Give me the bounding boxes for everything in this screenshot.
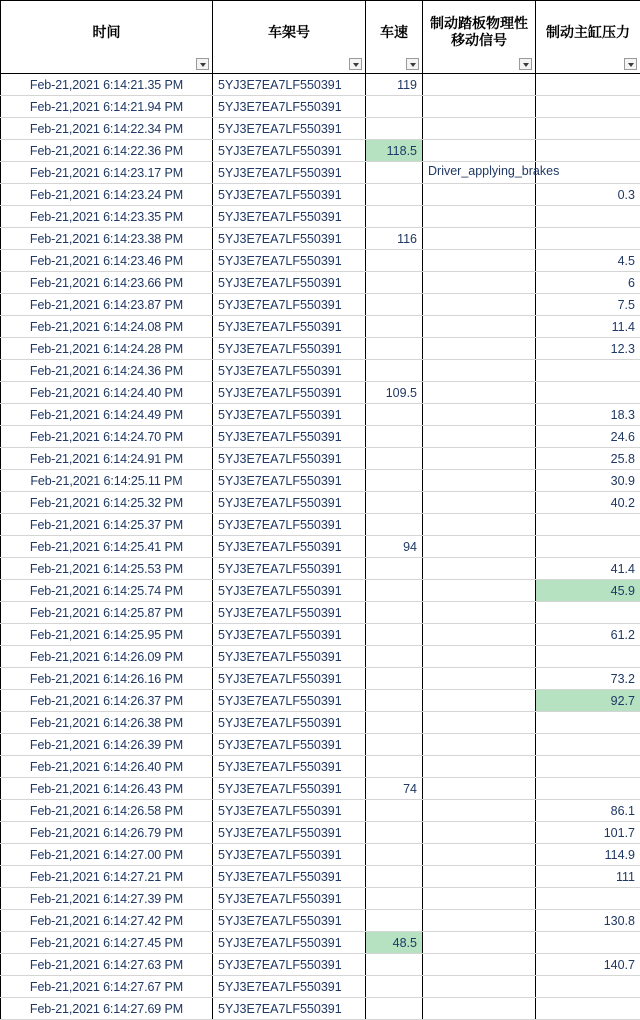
cell-speed[interactable] xyxy=(366,316,423,338)
table-row[interactable] xyxy=(1,140,640,162)
cell-speed[interactable] xyxy=(366,844,423,866)
table-row[interactable] xyxy=(1,470,640,492)
cell-vin[interactable]: 5YJ3E7EA7LF550391 xyxy=(213,294,366,316)
cell-brake-pedal-signal[interactable] xyxy=(423,184,536,206)
column-header-vin[interactable] xyxy=(213,1,366,74)
filter-dropdown-icon-speed[interactable] xyxy=(406,58,419,70)
cell-master-cylinder-pressure[interactable] xyxy=(536,712,640,734)
cell-master-cylinder-pressure[interactable] xyxy=(536,646,640,668)
cell-vin[interactable]: 5YJ3E7EA7LF550391 xyxy=(213,558,366,580)
cell-vin[interactable]: 5YJ3E7EA7LF550391 xyxy=(213,734,366,756)
table-row[interactable] xyxy=(1,734,640,756)
table-row[interactable] xyxy=(1,822,640,844)
cell-speed[interactable] xyxy=(366,338,423,360)
cell-vin[interactable]: 5YJ3E7EA7LF550391 xyxy=(213,184,366,206)
cell-brake-pedal-signal[interactable] xyxy=(423,932,536,954)
cell-time[interactable]: Feb-21,2021 6:14:23.66 PM xyxy=(1,272,213,294)
cell-brake-pedal-signal[interactable] xyxy=(423,74,536,96)
cell-vin[interactable]: 5YJ3E7EA7LF550391 xyxy=(213,822,366,844)
cell-master-cylinder-pressure[interactable]: 45.9 xyxy=(536,580,640,602)
cell-time[interactable]: Feb-21,2021 6:14:24.36 PM xyxy=(1,360,213,382)
cell-speed[interactable] xyxy=(366,602,423,624)
cell-time[interactable]: Feb-21,2021 6:14:26.79 PM xyxy=(1,822,213,844)
cell-speed[interactable] xyxy=(366,866,423,888)
cell-vin[interactable]: 5YJ3E7EA7LF550391 xyxy=(213,580,366,602)
cell-speed[interactable] xyxy=(366,404,423,426)
table-row[interactable] xyxy=(1,206,640,228)
cell-speed[interactable] xyxy=(366,514,423,536)
cell-vin[interactable]: 5YJ3E7EA7LF550391 xyxy=(213,888,366,910)
cell-master-cylinder-pressure[interactable]: 18.3 xyxy=(536,404,640,426)
table-row[interactable] xyxy=(1,602,640,624)
table-row[interactable] xyxy=(1,250,640,272)
cell-speed[interactable] xyxy=(366,910,423,932)
cell-brake-pedal-signal[interactable] xyxy=(423,294,536,316)
cell-time[interactable]: Feb-21,2021 6:14:25.95 PM xyxy=(1,624,213,646)
table-row[interactable] xyxy=(1,998,640,1020)
cell-master-cylinder-pressure[interactable] xyxy=(536,206,640,228)
cell-speed[interactable] xyxy=(366,162,423,184)
cell-brake-pedal-signal[interactable] xyxy=(423,668,536,690)
table-row[interactable] xyxy=(1,580,640,602)
cell-brake-pedal-signal[interactable] xyxy=(423,140,536,162)
cell-time[interactable]: Feb-21,2021 6:14:27.63 PM xyxy=(1,954,213,976)
cell-brake-pedal-signal[interactable] xyxy=(423,206,536,228)
cell-speed[interactable] xyxy=(366,976,423,998)
cell-master-cylinder-pressure[interactable]: 92.7 xyxy=(536,690,640,712)
cell-speed[interactable] xyxy=(366,294,423,316)
cell-brake-pedal-signal[interactable] xyxy=(423,382,536,404)
cell-master-cylinder-pressure[interactable] xyxy=(536,536,640,558)
cell-time[interactable]: Feb-21,2021 6:14:26.58 PM xyxy=(1,800,213,822)
column-header-time-label: 时间 xyxy=(93,24,121,40)
cell-speed[interactable] xyxy=(366,756,423,778)
cell-speed[interactable] xyxy=(366,470,423,492)
cell-time[interactable]: Feb-21,2021 6:14:21.94 PM xyxy=(1,96,213,118)
table-row[interactable] xyxy=(1,756,640,778)
cell-time[interactable]: Feb-21,2021 6:14:26.37 PM xyxy=(1,690,213,712)
cell-master-cylinder-pressure[interactable]: 73.2 xyxy=(536,668,640,690)
cell-speed[interactable] xyxy=(366,954,423,976)
cell-master-cylinder-pressure[interactable] xyxy=(536,778,640,800)
cell-time[interactable]: Feb-21,2021 6:14:23.17 PM xyxy=(1,162,213,184)
cell-time[interactable]: Feb-21,2021 6:14:25.41 PM xyxy=(1,536,213,558)
cell-time[interactable]: Feb-21,2021 6:14:23.46 PM xyxy=(1,250,213,272)
cell-vin[interactable]: 5YJ3E7EA7LF550391 xyxy=(213,536,366,558)
cell-master-cylinder-pressure[interactable] xyxy=(536,888,640,910)
cell-speed[interactable]: 94 xyxy=(366,536,423,558)
cell-vin[interactable]: 5YJ3E7EA7LF550391 xyxy=(213,624,366,646)
cell-brake-pedal-signal[interactable] xyxy=(423,360,536,382)
table-row[interactable] xyxy=(1,426,640,448)
cell-vin[interactable]: 5YJ3E7EA7LF550391 xyxy=(213,206,366,228)
cell-time[interactable]: Feb-21,2021 6:14:23.24 PM xyxy=(1,184,213,206)
cell-vin[interactable]: 5YJ3E7EA7LF550391 xyxy=(213,756,366,778)
cell-speed[interactable] xyxy=(366,690,423,712)
cell-speed[interactable] xyxy=(366,250,423,272)
table-row[interactable] xyxy=(1,96,640,118)
cell-time[interactable]: Feb-21,2021 6:14:23.87 PM xyxy=(1,294,213,316)
cell-speed[interactable] xyxy=(366,272,423,294)
cell-brake-pedal-signal[interactable] xyxy=(423,822,536,844)
cell-vin[interactable]: 5YJ3E7EA7LF550391 xyxy=(213,140,366,162)
cell-brake-pedal-signal[interactable] xyxy=(423,690,536,712)
cell-master-cylinder-pressure[interactable] xyxy=(536,932,640,954)
cell-time[interactable]: Feb-21,2021 6:14:24.08 PM xyxy=(1,316,213,338)
cell-speed[interactable]: 109.5 xyxy=(366,382,423,404)
column-header-master-cylinder-pressure[interactable] xyxy=(536,1,640,74)
table-row[interactable] xyxy=(1,492,640,514)
table-row[interactable] xyxy=(1,294,640,316)
column-header-master-cylinder-pressure-label: 制动主缸压力 xyxy=(546,24,630,40)
cell-time[interactable]: Feb-21,2021 6:14:24.70 PM xyxy=(1,426,213,448)
cell-time[interactable]: Feb-21,2021 6:14:26.16 PM xyxy=(1,668,213,690)
cell-vin[interactable]: 5YJ3E7EA7LF550391 xyxy=(213,646,366,668)
cell-brake-pedal-signal[interactable] xyxy=(423,712,536,734)
cell-speed[interactable] xyxy=(366,668,423,690)
table-header xyxy=(1,1,640,74)
cell-brake-pedal-signal[interactable] xyxy=(423,118,536,140)
cell-master-cylinder-pressure[interactable]: 12.3 xyxy=(536,338,640,360)
filter-dropdown-icon-vin[interactable] xyxy=(349,58,362,70)
cell-vin[interactable]: 5YJ3E7EA7LF550391 xyxy=(213,382,366,404)
cell-time[interactable]: Feb-21,2021 6:14:23.38 PM xyxy=(1,228,213,250)
column-header-brake-pedal-signal[interactable] xyxy=(423,1,536,74)
cell-brake-pedal-signal[interactable] xyxy=(423,910,536,932)
cell-time[interactable]: Feb-21,2021 6:14:25.32 PM xyxy=(1,492,213,514)
cell-master-cylinder-pressure[interactable] xyxy=(536,360,640,382)
table-row[interactable] xyxy=(1,932,640,954)
cell-time[interactable]: Feb-21,2021 6:14:21.35 PM xyxy=(1,74,213,96)
cell-speed[interactable]: 119 xyxy=(366,74,423,96)
cell-brake-pedal-signal[interactable] xyxy=(423,580,536,602)
table-row[interactable] xyxy=(1,118,640,140)
table-body xyxy=(1,74,640,1020)
cell-vin[interactable]: 5YJ3E7EA7LF550391 xyxy=(213,118,366,140)
cell-speed[interactable] xyxy=(366,734,423,756)
cell-vin[interactable]: 5YJ3E7EA7LF550391 xyxy=(213,778,366,800)
cell-brake-pedal-signal[interactable] xyxy=(423,558,536,580)
cell-speed[interactable] xyxy=(366,646,423,668)
table-row[interactable] xyxy=(1,74,640,96)
table-row[interactable] xyxy=(1,954,640,976)
table-row[interactable] xyxy=(1,646,640,668)
table-row[interactable] xyxy=(1,624,640,646)
cell-master-cylinder-pressure[interactable]: 30.9 xyxy=(536,470,640,492)
cell-vin[interactable]: 5YJ3E7EA7LF550391 xyxy=(213,228,366,250)
cell-brake-pedal-signal[interactable] xyxy=(423,866,536,888)
cell-master-cylinder-pressure[interactable]: 25.8 xyxy=(536,448,640,470)
cell-brake-pedal-signal[interactable] xyxy=(423,888,536,910)
cell-time[interactable]: Feb-21,2021 6:14:25.11 PM xyxy=(1,470,213,492)
cell-master-cylinder-pressure[interactable]: 4.5 xyxy=(536,250,640,272)
cell-time[interactable]: Feb-21,2021 6:14:27.21 PM xyxy=(1,866,213,888)
cell-master-cylinder-pressure[interactable] xyxy=(536,514,640,536)
cell-speed[interactable]: 118.5 xyxy=(366,140,423,162)
column-header-speed[interactable] xyxy=(366,1,423,74)
cell-brake-pedal-signal[interactable] xyxy=(423,272,536,294)
cell-vin[interactable]: 5YJ3E7EA7LF550391 xyxy=(213,866,366,888)
cell-master-cylinder-pressure[interactable] xyxy=(536,140,640,162)
cell-vin[interactable]: 5YJ3E7EA7LF550391 xyxy=(213,360,366,382)
table-row[interactable] xyxy=(1,690,640,712)
cell-vin[interactable]: 5YJ3E7EA7LF550391 xyxy=(213,96,366,118)
cell-master-cylinder-pressure[interactable]: 140.7 xyxy=(536,954,640,976)
cell-vin[interactable]: 5YJ3E7EA7LF550391 xyxy=(213,338,366,360)
table-row[interactable] xyxy=(1,558,640,580)
cell-master-cylinder-pressure[interactable]: 130.8 xyxy=(536,910,640,932)
cell-speed[interactable] xyxy=(366,184,423,206)
cell-speed[interactable] xyxy=(366,998,423,1020)
cell-vin[interactable]: 5YJ3E7EA7LF550391 xyxy=(213,514,366,536)
cell-brake-pedal-signal[interactable] xyxy=(423,448,536,470)
cell-brake-pedal-signal[interactable] xyxy=(423,492,536,514)
cell-vin[interactable]: 5YJ3E7EA7LF550391 xyxy=(213,932,366,954)
cell-vin[interactable]: 5YJ3E7EA7LF550391 xyxy=(213,998,366,1020)
filter-dropdown-icon-time[interactable] xyxy=(196,58,209,70)
table-row[interactable] xyxy=(1,888,640,910)
cell-master-cylinder-pressure[interactable]: 61.2 xyxy=(536,624,640,646)
cell-brake-pedal-signal[interactable] xyxy=(423,734,536,756)
cell-speed[interactable] xyxy=(366,624,423,646)
cell-brake-pedal-signal[interactable] xyxy=(423,624,536,646)
cell-master-cylinder-pressure[interactable] xyxy=(536,118,640,140)
cell-master-cylinder-pressure[interactable]: 111 xyxy=(536,866,640,888)
cell-vin[interactable]: 5YJ3E7EA7LF550391 xyxy=(213,470,366,492)
cell-master-cylinder-pressure[interactable]: 40.2 xyxy=(536,492,640,514)
cell-brake-pedal-signal[interactable] xyxy=(423,426,536,448)
table-row[interactable] xyxy=(1,404,640,426)
cell-master-cylinder-pressure[interactable]: 101.7 xyxy=(536,822,640,844)
cell-time[interactable]: Feb-21,2021 6:14:26.39 PM xyxy=(1,734,213,756)
cell-master-cylinder-pressure[interactable] xyxy=(536,756,640,778)
cell-brake-pedal-signal[interactable] xyxy=(423,228,536,250)
table-row[interactable] xyxy=(1,866,640,888)
cell-time[interactable]: Feb-21,2021 6:14:26.40 PM xyxy=(1,756,213,778)
cell-time[interactable]: Feb-21,2021 6:14:26.38 PM xyxy=(1,712,213,734)
cell-time[interactable]: Feb-21,2021 6:14:26.43 PM xyxy=(1,778,213,800)
cell-brake-pedal-signal[interactable] xyxy=(423,756,536,778)
table-row[interactable] xyxy=(1,448,640,470)
cell-speed[interactable] xyxy=(366,360,423,382)
cell-speed[interactable] xyxy=(366,206,423,228)
cell-vin[interactable]: 5YJ3E7EA7LF550391 xyxy=(213,800,366,822)
cell-vin[interactable]: 5YJ3E7EA7LF550391 xyxy=(213,272,366,294)
cell-vin[interactable]: 5YJ3E7EA7LF550391 xyxy=(213,250,366,272)
column-header-brake-pedal-signal-label: 制动踏板物理性移动信号 xyxy=(430,15,528,48)
cell-vin[interactable]: 5YJ3E7EA7LF550391 xyxy=(213,316,366,338)
cell-brake-pedal-signal[interactable] xyxy=(423,404,536,426)
cell-brake-pedal-signal[interactable] xyxy=(423,162,536,184)
cell-master-cylinder-pressure[interactable]: 41.4 xyxy=(536,558,640,580)
cell-vin[interactable]: 5YJ3E7EA7LF550391 xyxy=(213,74,366,96)
cell-master-cylinder-pressure[interactable] xyxy=(536,998,640,1020)
cell-vin[interactable]: 5YJ3E7EA7LF550391 xyxy=(213,162,366,184)
cell-brake-pedal-signal[interactable] xyxy=(423,976,536,998)
table-row[interactable] xyxy=(1,514,640,536)
cell-vin[interactable]: 5YJ3E7EA7LF550391 xyxy=(213,426,366,448)
cell-vin[interactable]: 5YJ3E7EA7LF550391 xyxy=(213,404,366,426)
cell-speed[interactable] xyxy=(366,712,423,734)
cell-time[interactable]: Feb-21,2021 6:14:26.09 PM xyxy=(1,646,213,668)
cell-vin[interactable]: 5YJ3E7EA7LF550391 xyxy=(213,844,366,866)
cell-brake-pedal-signal[interactable] xyxy=(423,470,536,492)
cell-brake-pedal-signal[interactable] xyxy=(423,800,536,822)
cell-brake-pedal-signal[interactable] xyxy=(423,250,536,272)
cell-time[interactable]: Feb-21,2021 6:14:23.35 PM xyxy=(1,206,213,228)
cell-speed[interactable] xyxy=(366,96,423,118)
filter-dropdown-icon-brake-pedal-signal[interactable] xyxy=(519,58,532,70)
cell-speed[interactable] xyxy=(366,492,423,514)
cell-master-cylinder-pressure[interactable]: 24.6 xyxy=(536,426,640,448)
cell-time[interactable]: Feb-21,2021 6:14:24.40 PM xyxy=(1,382,213,404)
cell-brake-pedal-signal[interactable] xyxy=(423,602,536,624)
table-row[interactable] xyxy=(1,536,640,558)
cell-master-cylinder-pressure[interactable]: 114.9 xyxy=(536,844,640,866)
cell-master-cylinder-pressure[interactable]: 11.4 xyxy=(536,316,640,338)
cell-master-cylinder-pressure[interactable] xyxy=(536,976,640,998)
cell-brake-pedal-signal[interactable] xyxy=(423,778,536,800)
cell-vin[interactable]: 5YJ3E7EA7LF550391 xyxy=(213,602,366,624)
cell-speed[interactable]: 48.5 xyxy=(366,932,423,954)
cell-time[interactable]: Feb-21,2021 6:14:24.28 PM xyxy=(1,338,213,360)
table-row[interactable] xyxy=(1,382,640,404)
cell-vin[interactable]: 5YJ3E7EA7LF550391 xyxy=(213,492,366,514)
column-header-time[interactable] xyxy=(1,1,213,74)
table-row[interactable] xyxy=(1,976,640,998)
cell-time[interactable]: Feb-21,2021 6:14:27.39 PM xyxy=(1,888,213,910)
cell-master-cylinder-pressure[interactable] xyxy=(536,96,640,118)
cell-speed[interactable] xyxy=(366,558,423,580)
cell-master-cylinder-pressure[interactable]: 86.1 xyxy=(536,800,640,822)
cell-brake-pedal-signal[interactable] xyxy=(423,338,536,360)
table-row[interactable] xyxy=(1,910,640,932)
cell-speed[interactable] xyxy=(366,822,423,844)
cell-time[interactable]: Feb-21,2021 6:14:24.49 PM xyxy=(1,404,213,426)
table-row[interactable] xyxy=(1,712,640,734)
cell-brake-pedal-signal[interactable] xyxy=(423,316,536,338)
cell-time[interactable]: Feb-21,2021 6:14:22.36 PM xyxy=(1,140,213,162)
cell-vin[interactable]: 5YJ3E7EA7LF550391 xyxy=(213,976,366,998)
cell-speed[interactable] xyxy=(366,580,423,602)
cell-time[interactable]: Feb-21,2021 6:14:27.42 PM xyxy=(1,910,213,932)
table-row[interactable] xyxy=(1,778,640,800)
cell-master-cylinder-pressure[interactable] xyxy=(536,228,640,250)
cell-master-cylinder-pressure[interactable]: 7.5 xyxy=(536,294,640,316)
cell-brake-pedal-signal[interactable] xyxy=(423,514,536,536)
cell-vin[interactable]: 5YJ3E7EA7LF550391 xyxy=(213,690,366,712)
table-row[interactable] xyxy=(1,184,640,206)
cell-speed[interactable] xyxy=(366,800,423,822)
cell-master-cylinder-pressure[interactable]: 0.3 xyxy=(536,184,640,206)
cell-vin[interactable]: 5YJ3E7EA7LF550391 xyxy=(213,448,366,470)
cell-overflow-text: Driver_applying_brakes xyxy=(428,164,559,178)
cell-vin[interactable]: 5YJ3E7EA7LF550391 xyxy=(213,668,366,690)
cell-speed[interactable]: 116 xyxy=(366,228,423,250)
table-row[interactable] xyxy=(1,668,640,690)
cell-master-cylinder-pressure[interactable] xyxy=(536,734,640,756)
table-row[interactable] xyxy=(1,338,640,360)
table-row[interactable] xyxy=(1,316,640,338)
cell-time[interactable]: Feb-21,2021 6:14:27.69 PM xyxy=(1,998,213,1020)
cell-vin[interactable]: 5YJ3E7EA7LF550391 xyxy=(213,954,366,976)
cell-brake-pedal-signal[interactable] xyxy=(423,998,536,1020)
cell-speed[interactable]: 74 xyxy=(366,778,423,800)
cell-time[interactable]: Feb-21,2021 6:14:22.34 PM xyxy=(1,118,213,140)
cell-time[interactable]: Feb-21,2021 6:14:25.74 PM xyxy=(1,580,213,602)
cell-brake-pedal-signal[interactable] xyxy=(423,844,536,866)
cell-time[interactable]: Feb-21,2021 6:14:27.00 PM xyxy=(1,844,213,866)
cell-time[interactable]: Feb-21,2021 6:14:24.91 PM xyxy=(1,448,213,470)
cell-speed[interactable] xyxy=(366,426,423,448)
cell-time[interactable]: Feb-21,2021 6:14:25.87 PM xyxy=(1,602,213,624)
table-row[interactable] xyxy=(1,360,640,382)
cell-master-cylinder-pressure[interactable]: 6 xyxy=(536,272,640,294)
cell-speed[interactable] xyxy=(366,118,423,140)
table-row[interactable] xyxy=(1,162,640,184)
cell-master-cylinder-pressure[interactable] xyxy=(536,602,640,624)
cell-master-cylinder-pressure[interactable] xyxy=(536,74,640,96)
cell-brake-pedal-signal[interactable] xyxy=(423,536,536,558)
column-header-vin-label: 车架号 xyxy=(268,24,310,40)
cell-master-cylinder-pressure[interactable] xyxy=(536,382,640,404)
cell-time[interactable]: Feb-21,2021 6:14:27.45 PM xyxy=(1,932,213,954)
cell-vin[interactable]: 5YJ3E7EA7LF550391 xyxy=(213,910,366,932)
table-row[interactable] xyxy=(1,272,640,294)
cell-time[interactable]: Feb-21,2021 6:14:25.53 PM xyxy=(1,558,213,580)
cell-brake-pedal-signal[interactable] xyxy=(423,954,536,976)
table-row[interactable] xyxy=(1,844,640,866)
cell-vin[interactable]: 5YJ3E7EA7LF550391 xyxy=(213,712,366,734)
table-row[interactable] xyxy=(1,800,640,822)
column-header-speed-label: 车速 xyxy=(380,24,408,40)
cell-brake-pedal-signal[interactable] xyxy=(423,96,536,118)
cell-time[interactable]: Feb-21,2021 6:14:27.67 PM xyxy=(1,976,213,998)
cell-speed[interactable] xyxy=(366,888,423,910)
cell-time[interactable]: Feb-21,2021 6:14:25.37 PM xyxy=(1,514,213,536)
cell-brake-pedal-signal[interactable] xyxy=(423,646,536,668)
cell-speed[interactable] xyxy=(366,448,423,470)
table-row[interactable] xyxy=(1,228,640,250)
filter-dropdown-icon-master-cylinder-pressure[interactable] xyxy=(624,58,637,70)
